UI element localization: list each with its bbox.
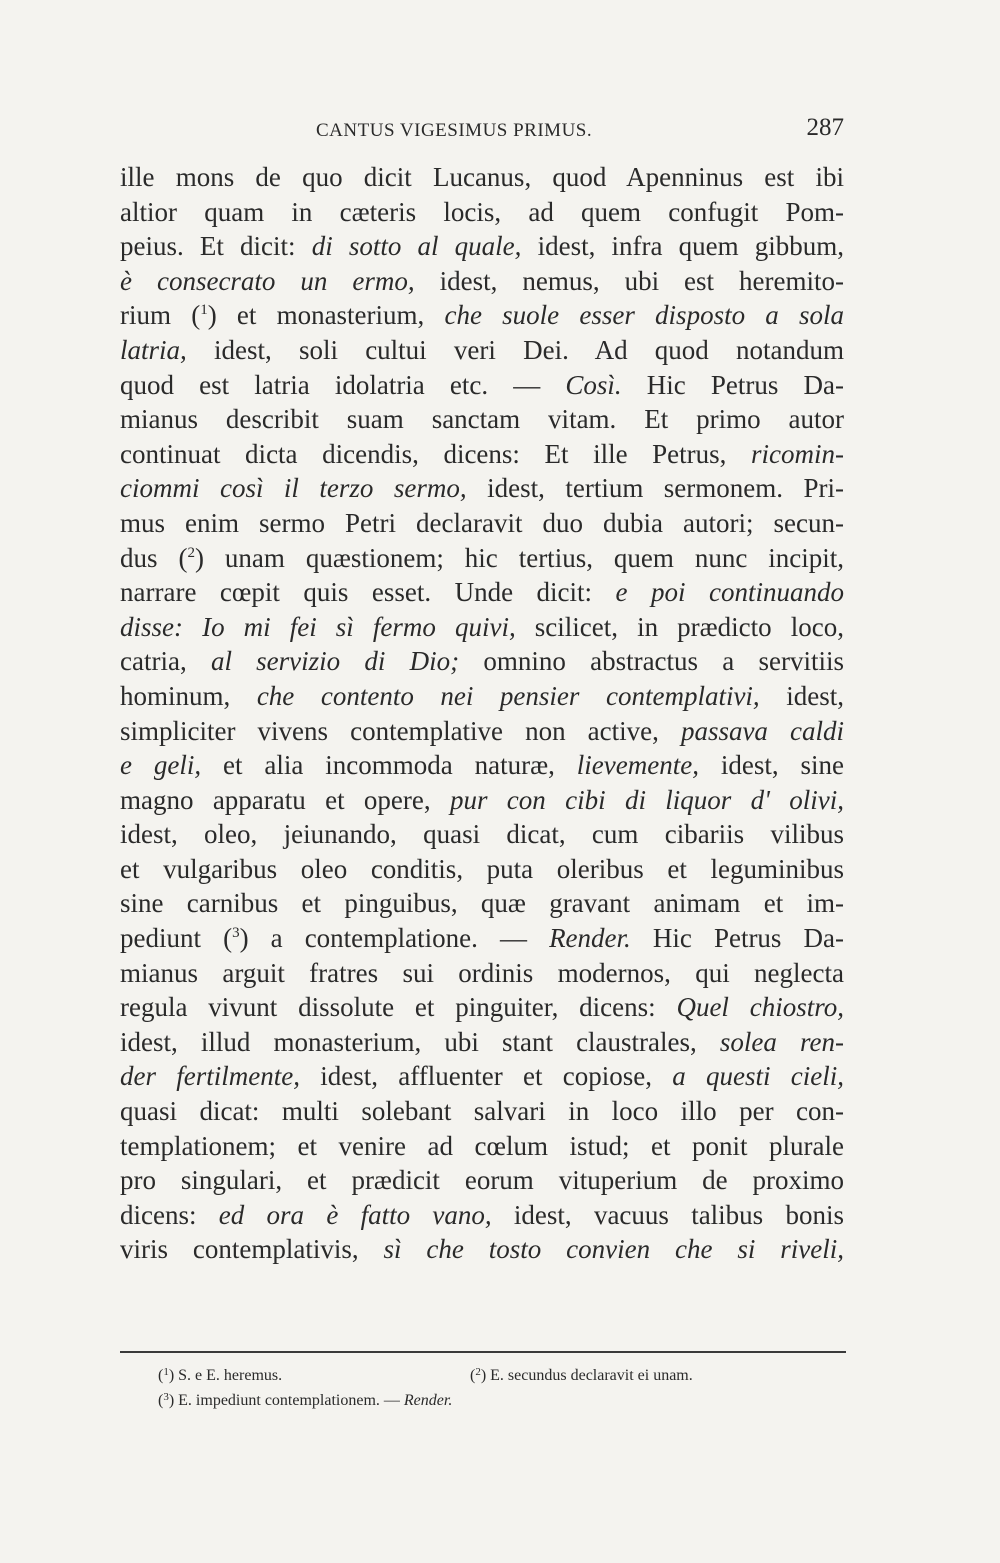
text-line bbox=[120, 541, 844, 576]
text-run: mus enim sermo Petri declaravit duo dubia autori; secun- bbox=[120, 507, 844, 538]
text-line bbox=[120, 402, 844, 437]
text-line bbox=[120, 264, 844, 299]
text-run: quasi dicat: multi solebant salvari in loco illo per con- bbox=[120, 1096, 844, 1127]
running-head bbox=[120, 114, 844, 148]
text-run: ) et monasterium, bbox=[207, 300, 445, 331]
text-run: idest, nemus, ubi est heremito- bbox=[414, 265, 844, 296]
text-run: ) unam quæstionem; hic tertius, quem nunc incipit, bbox=[194, 542, 844, 573]
footnote-3: ($^3$) E. impediunt contemplationem. — Render. bbox=[158, 1391, 453, 1409]
text-line bbox=[120, 748, 844, 783]
text-run: pro singulari, et prædicit eorum vituperium de proximo bbox=[120, 1165, 844, 1196]
italic-run: ciommi così il terzo sermo, bbox=[120, 473, 467, 504]
footnote-ref: 3 bbox=[232, 925, 240, 942]
text-run: idest, tertium sermonem. Pri- bbox=[466, 473, 844, 504]
text-line bbox=[120, 471, 844, 506]
text-line bbox=[120, 817, 844, 852]
italic-run: al servizio di Dio; bbox=[210, 646, 460, 677]
text-run: idest, affluenter et copiose, bbox=[299, 1061, 673, 1092]
text-line bbox=[120, 1232, 844, 1267]
italic-run: passava caldi bbox=[680, 715, 844, 746]
text-line bbox=[120, 437, 844, 472]
text-run: narrare cœpit quis esset. Unde dicit: bbox=[120, 577, 616, 608]
text-run: et alia incommoda naturæ, bbox=[201, 750, 577, 781]
text-line bbox=[120, 679, 844, 714]
text-run: altior quam in cæteris locis, ad quem confugit Pom- bbox=[120, 196, 844, 227]
text-run: idest, infra quem gibbum, bbox=[521, 231, 844, 262]
footnote-2: ($^2$) E. secundus declaravit ei unam. bbox=[470, 1366, 693, 1384]
text-run: idest, vacuus talibus bonis bbox=[491, 1199, 844, 1230]
text-line bbox=[120, 921, 844, 956]
italic-run: è consecrato un ermo, bbox=[120, 265, 415, 296]
italic-run: di sotto al quale, bbox=[311, 231, 522, 262]
text-line bbox=[120, 229, 844, 264]
text-line bbox=[120, 714, 844, 749]
running-title: CANTUS VIGESIMUS PRIMUS. bbox=[316, 120, 593, 141]
italic-run: der fertilmente, bbox=[120, 1061, 300, 1092]
text-run: continuat dicta dicendis, dicens: Et ille Petrus, bbox=[120, 438, 752, 469]
text-run: dicens: bbox=[120, 1199, 219, 1230]
text-run: idest, bbox=[759, 680, 844, 711]
text-line bbox=[120, 1094, 844, 1129]
text-run: mianus arguit fratres sui ordinis modernos, qui neglecta bbox=[120, 957, 844, 988]
text-line bbox=[120, 990, 844, 1025]
text-run: hominum, bbox=[120, 680, 257, 711]
italic-run: pur con cibi di liquor d' olivi, bbox=[449, 784, 844, 815]
page-number: 287 bbox=[806, 114, 844, 141]
text-line bbox=[120, 160, 844, 195]
text-run: quod est latria idolatria etc. — bbox=[120, 369, 566, 400]
text-run: mianus describit suam sanctam vitam. Et primo autor bbox=[120, 404, 844, 435]
italic-run: ed ora è fatto vano, bbox=[218, 1199, 492, 1230]
italic-run: solea ren- bbox=[719, 1026, 844, 1057]
italic-run: ricomin- bbox=[751, 438, 844, 469]
text-run: regula vivunt dissolute et pinguiter, dicens: bbox=[120, 992, 677, 1023]
text-line bbox=[120, 886, 844, 921]
text-run: scilicet, in prædicto loco, bbox=[515, 611, 844, 642]
text-line bbox=[120, 575, 844, 610]
body-text bbox=[120, 160, 844, 1267]
text-run: sine carnibus et pinguibus, quæ gravant animam et im- bbox=[120, 888, 844, 919]
italic-run: lievemente, bbox=[576, 750, 699, 781]
italic-run: Quel chiostro, bbox=[676, 992, 844, 1023]
footnotes bbox=[158, 1360, 818, 1410]
footnote-row bbox=[158, 1385, 818, 1410]
text-run: idest, sine bbox=[698, 750, 844, 781]
footnote-1: ($^1$) S. e E. heremus. bbox=[158, 1366, 283, 1384]
text-line bbox=[120, 1025, 844, 1060]
text-run: Hic Petrus Da- bbox=[630, 923, 844, 954]
text-run: ) a contemplatione. — bbox=[239, 923, 550, 954]
text-line bbox=[120, 298, 844, 333]
text-line bbox=[120, 610, 844, 645]
text-run: omnino abstractus a servitiis bbox=[459, 646, 844, 677]
italic-run: che suole esser disposto a sola bbox=[444, 300, 844, 331]
text-line bbox=[120, 783, 844, 818]
text-line bbox=[120, 1059, 844, 1094]
text-run: catria, bbox=[120, 646, 211, 677]
italic-run: che contento nei pensier contemplativi, bbox=[256, 680, 760, 711]
text-run: viris contemplativis, bbox=[120, 1234, 384, 1265]
text-line bbox=[120, 195, 844, 230]
italic-run: a questi cieli, bbox=[672, 1061, 844, 1092]
text-line bbox=[120, 644, 844, 679]
text-line bbox=[120, 1129, 844, 1164]
text-line bbox=[120, 852, 844, 887]
text-line bbox=[120, 956, 844, 991]
text-run: Hic Petrus Da- bbox=[621, 369, 844, 400]
text-run: idest, illud monasterium, ubi stant claustrales, bbox=[120, 1026, 720, 1057]
footnote-row bbox=[158, 1360, 818, 1385]
text-line bbox=[120, 506, 844, 541]
text-run: rium ( bbox=[120, 300, 201, 331]
text-line bbox=[120, 333, 844, 368]
text-run: idest, oleo, jeiunando, quasi dicat, cum cibariis vilibus bbox=[120, 819, 844, 850]
text-line bbox=[120, 368, 844, 403]
text-run: ille mons de quo dicit Lucanus, quod Apenninus est ibi bbox=[120, 162, 844, 192]
text-run: magno apparatu et opere, bbox=[120, 784, 450, 815]
italic-run: Render. bbox=[549, 923, 631, 954]
italic-run: latria, bbox=[120, 334, 187, 365]
text-run: dus ( bbox=[120, 542, 188, 573]
footnote-ref: 1 bbox=[200, 302, 208, 319]
italic-run: e poi continuando bbox=[615, 577, 844, 608]
text-run: peius. Et dicit: bbox=[120, 231, 312, 262]
italic-run: e geli, bbox=[120, 750, 202, 781]
text-run: et vulgaribus oleo conditis, puta oleribus et leguminibus bbox=[120, 853, 844, 884]
text-run: idest, soli cultui veri Dei. Ad quod notandum bbox=[186, 334, 844, 365]
italic-run: sì che tosto convien che si riveli, bbox=[383, 1234, 844, 1265]
text-line bbox=[120, 1163, 844, 1198]
italic-run: Così. bbox=[565, 369, 622, 400]
text-run: pediunt ( bbox=[120, 923, 233, 954]
italic-run: disse: Io mi fei sì fermo quivi, bbox=[120, 611, 516, 642]
text-run: simpliciter vivens contemplative non active, bbox=[120, 715, 681, 746]
text-line bbox=[120, 1198, 844, 1233]
text-run: templationem; et venire ad cœlum istud; et ponit plurale bbox=[120, 1130, 844, 1161]
footnote-rule bbox=[120, 1351, 846, 1353]
footnote-ref: 2 bbox=[187, 544, 195, 561]
